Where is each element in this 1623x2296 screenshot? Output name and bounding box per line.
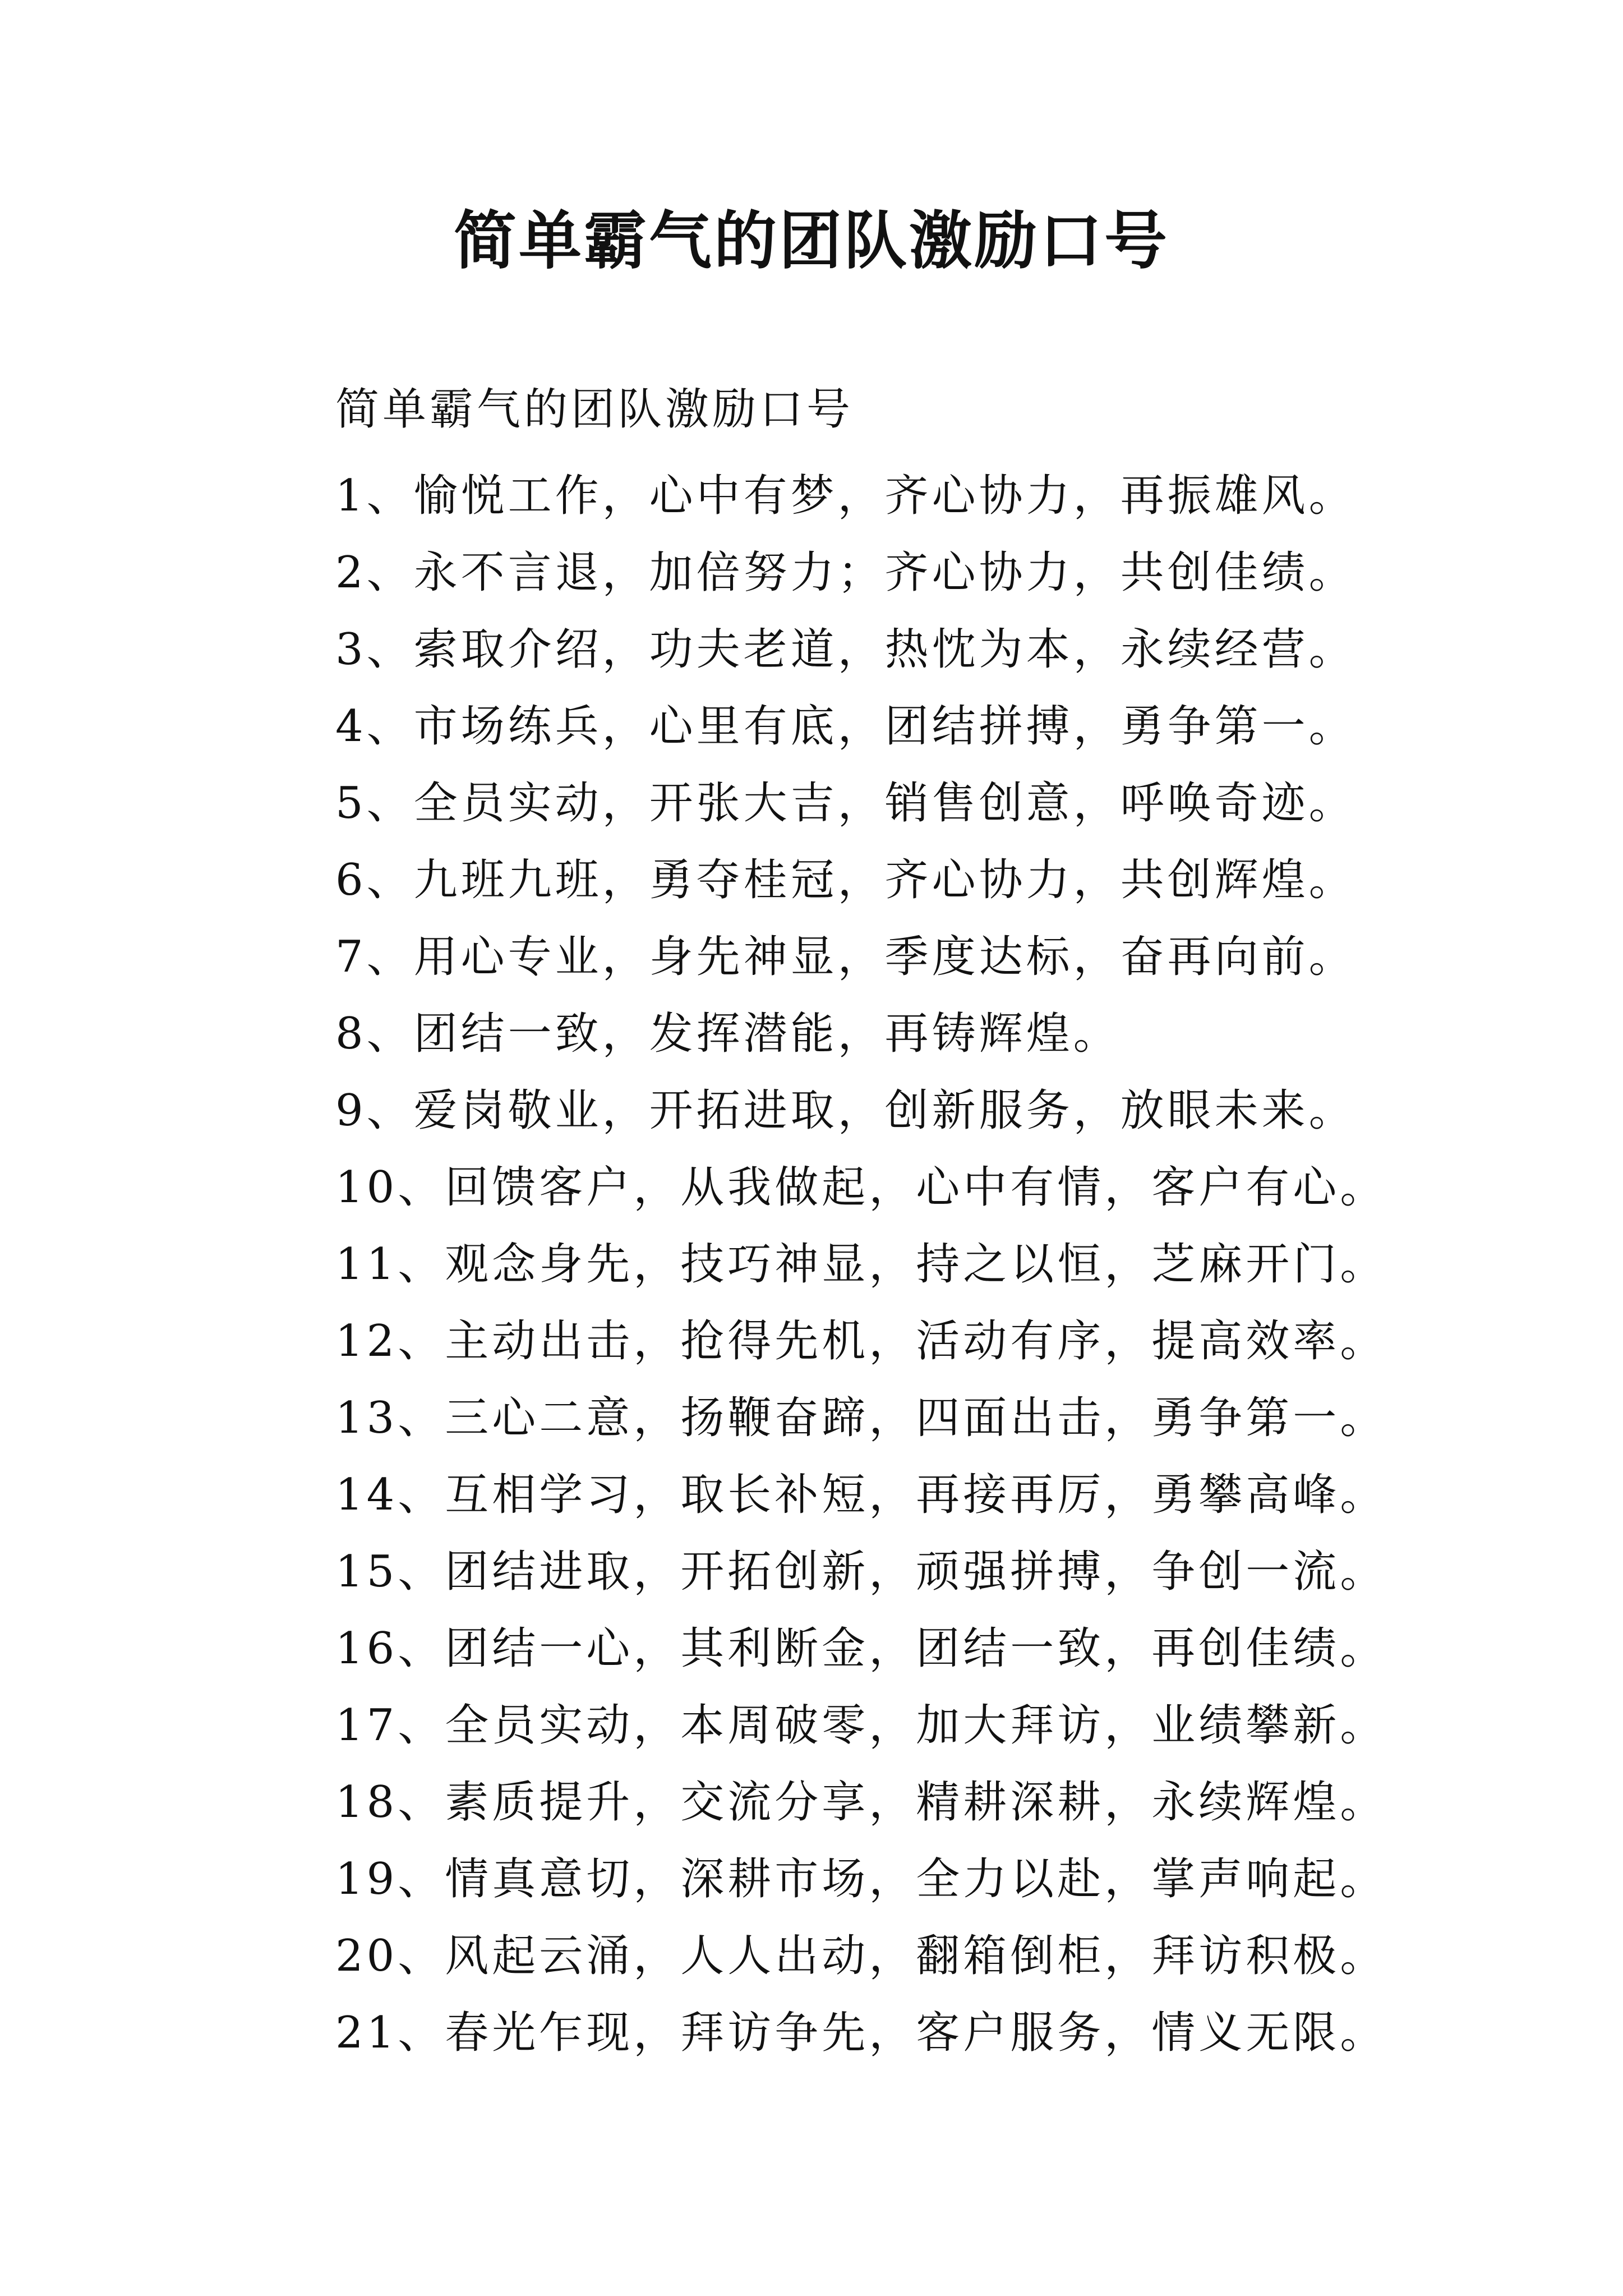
slogan-item-5: 5、全员实动，开张大吉，销售创意，呼唤奇迹。 <box>335 778 1356 829</box>
slogan-item-13: 13、三心二意，扬鞭奋蹄，四面出击，勇争第一。 <box>335 1393 1387 1443</box>
slogan-item-16: 16、团结一心，其利断金，团结一致，再创佳绩。 <box>335 1623 1387 1674</box>
slogan-item-3: 3、索取介绍，功夫老道，热忱为本，永续经营。 <box>335 624 1356 675</box>
slogan-item-8: 8、团结一致，发挥潜能，再铸辉煌。 <box>335 1009 1121 1059</box>
slogan-item-17: 17、全员实动，本周破零，加大拜访，业绩攀新。 <box>335 1700 1387 1751</box>
slogan-item-10: 10、回馈客户，从我做起，心中有情，客户有心。 <box>335 1162 1387 1213</box>
slogan-item-2: 2、永不言退，加倍努力；齐心协力，共创佳绩。 <box>335 547 1356 598</box>
slogan-item-6: 6、九班九班，勇夺桂冠，齐心协力，共创辉煌。 <box>335 855 1356 905</box>
slogan-item-15: 15、团结进取，开拓创新，顽强拼搏，争创一流。 <box>335 1547 1387 1597</box>
slogan-item-12: 12、主动出击，抢得先机，活动有序，提高效率。 <box>335 1316 1387 1366</box>
slogan-item-11: 11、观念身先，技巧神显，持之以恒，芝麻开门。 <box>335 1239 1387 1290</box>
slogan-item-14: 14、互相学习，取长补短，再接再厉，勇攀高峰。 <box>335 1470 1387 1520</box>
slogan-item-20: 20、风起云涌，人人出动，翻箱倒柜，拜访积极。 <box>335 1931 1387 1981</box>
document-title: 简单霸气的团队激励口号 <box>454 204 1169 278</box>
slogan-item-18: 18、素质提升，交流分享，精耕深耕，永续辉煌。 <box>335 1777 1387 1828</box>
slogan-item-21: 21、春光乍现，拜访争先，客户服务，情义无限。 <box>335 2008 1387 2058</box>
slogan-item-9: 9、爱岗敬业，开拓进取，创新服务，放眼未来。 <box>335 1085 1356 1136</box>
slogan-item-19: 19、情真意切，深耕市场，全力以赴，掌声响起。 <box>335 1854 1387 1904</box>
slogan-item-7: 7、用心专业，身先神显，季度达标，奋再向前。 <box>335 932 1356 982</box>
slogan-item-4: 4、市场练兵，心里有底，团结拼搏，勇争第一。 <box>335 701 1356 752</box>
slogan-item-1: 1、愉悦工作，心中有梦，齐心协力，再振雄风。 <box>335 471 1356 521</box>
slogan-list <box>335 458 1569 2072</box>
document-subtitle: 简单霸气的团队激励口号 <box>335 384 854 435</box>
